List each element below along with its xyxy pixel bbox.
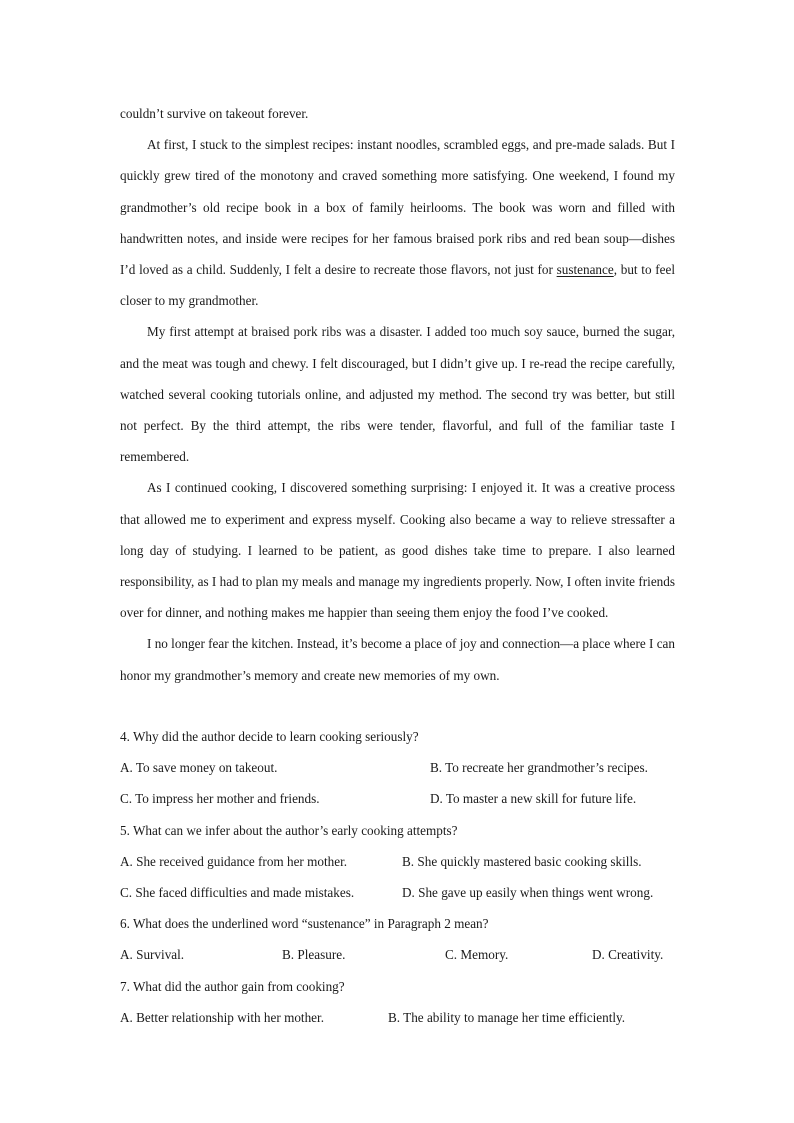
question-7-stem: 7. What did the author gain from cooking? xyxy=(120,978,345,994)
question-7 xyxy=(120,971,680,1033)
question-4-stem: 4. Why did the author decide to learn cooking seriously? xyxy=(120,729,419,744)
question-6-option-c: C. Memory. xyxy=(445,947,509,963)
question-7-options-row-1 xyxy=(120,1002,680,1033)
question-6-option-a: A. Survival. xyxy=(120,947,185,963)
question-5-stem: 5. What can we infer about the author’s early cooking attempts? xyxy=(120,822,458,838)
question-6 xyxy=(120,908,680,970)
question-6-option-d: D. Creativity. xyxy=(592,947,664,963)
reading-passage xyxy=(120,98,675,691)
question-6-options-row xyxy=(120,939,680,970)
paragraph-2-end: , but to feel closer to my grandmother. xyxy=(120,262,675,309)
question-list xyxy=(120,721,680,1033)
question-4-option-d: D. To master a new skill for future life. xyxy=(430,791,637,807)
question-4-option-c: C. To impress her mother and friends. xyxy=(120,791,320,807)
question-7-option-b: B. The ability to manage her time efficiently. xyxy=(388,1009,626,1025)
question-4-options-row-2 xyxy=(120,783,680,814)
paragraph-2 xyxy=(120,129,675,316)
question-4-option-b: B. To recreate her grandmother’s recipes. xyxy=(430,760,648,776)
question-4-option-a: A. To save money on takeout. xyxy=(120,760,278,776)
question-5-options-row-2 xyxy=(120,877,680,908)
paragraph-2-text: At first, I stuck to the simplest recipes: instant noodles, scrambled eggs, and pre-made salads. But I quickly grew tired of the monotony and craved something more satisfying. One weekend, I found my grandmother’s old recipe book in a box of family heirlooms. The book was worn and filled with handwritten notes, and inside were recipes for her famous braised pork ribs and red bean soup—dishes I’d loved as a child. Suddenly, I felt a desire to recreate those flavors, not just for xyxy=(120,137,675,278)
paragraph-3: My first attempt at braised pork ribs was a disaster. I added too much soy sauce, burned the sugar, and the meat was tough and chewy. I felt discouraged, but I didn’t give up. I re-read the recipe carefully, watched several cooking tutorials online, and adjusted my method. The second try was better, but still not perfect. By the third attempt, the ribs were tender, flavorful, and full of the familiar taste I remembered. xyxy=(120,324,675,465)
paragraph-1-tail: couldn’t survive on takeout forever. xyxy=(120,106,309,121)
question-5 xyxy=(120,815,680,909)
question-6-stem: 6. What does the underlined word “sustenance” in Paragraph 2 mean? xyxy=(120,916,489,932)
question-4 xyxy=(120,721,680,815)
question-5-option-d: D. She gave up easily when things went wrong. xyxy=(402,884,654,900)
question-5-option-c: C. She faced difficulties and made mistakes. xyxy=(120,884,355,900)
question-5-options-row-1 xyxy=(120,846,680,877)
question-7-option-a: A. Better relationship with her mother. xyxy=(120,1009,324,1025)
paragraph-5: I no longer fear the kitchen. Instead, it’s become a place of joy and connection—a place where I can honor my grandmother’s memory and create new memories of my own. xyxy=(120,636,676,683)
question-4-options-row-1 xyxy=(120,752,680,783)
paragraph-4: As I continued cooking, I discovered something surprising: I enjoyed it. It was a creative process that allowed me to experiment and express myself. Cooking also became a way to relieve stressafter a long day of studying. I learned to be patient, as good dishes take time to prepare. I also learned responsibility, as I had to plan my meals and manage my ingredients properly. Now, I often invite friends over for dinner, and nothing makes me happier than seeing them enjoy the food I’ve cooked. xyxy=(120,480,675,621)
question-5-option-a: A. She received guidance from her mother. xyxy=(120,853,348,869)
question-5-option-b: B. She quickly mastered basic cooking skills. xyxy=(402,853,642,869)
underlined-word-sustenance: sustenance xyxy=(556,262,614,278)
question-6-option-b: B. Pleasure. xyxy=(282,947,346,963)
